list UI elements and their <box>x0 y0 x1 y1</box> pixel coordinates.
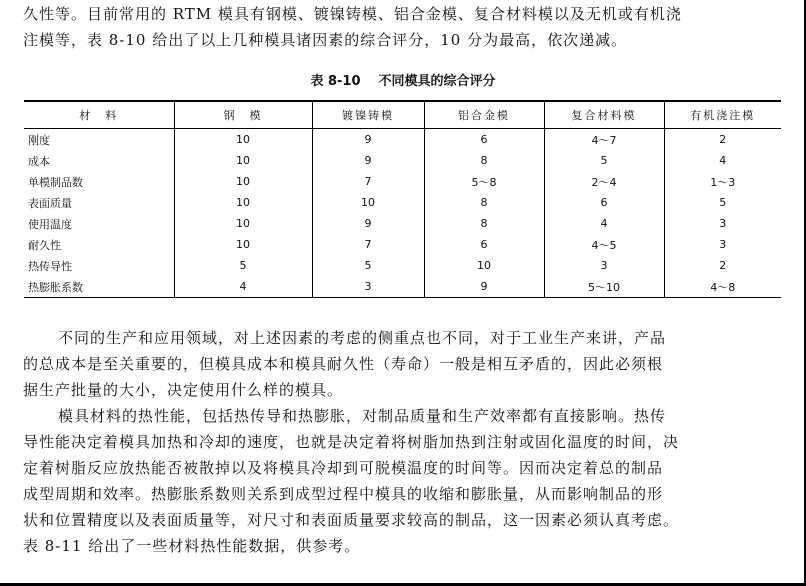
table-cell: 10 <box>424 255 544 276</box>
header-aluminum-mold: 铝合金模 <box>424 101 544 129</box>
row-label: 单模制品数 <box>28 175 83 189</box>
table-cell: 2 <box>664 255 781 276</box>
table-cell: 10 <box>312 192 424 213</box>
header-organic-mold: 有机浇注模 <box>664 101 781 129</box>
text-line: 据生产批量的大小，决定使用什么样的模具。 <box>23 381 344 399</box>
table-cell: 1～3 <box>664 171 781 192</box>
table-cell: 2～4 <box>544 171 664 192</box>
table-cell: 5 <box>664 192 781 213</box>
table-caption-title: 不同模具的综合评分 <box>378 74 496 89</box>
table-row <box>24 192 781 213</box>
table-cell: 7 <box>312 171 424 192</box>
table-row <box>24 129 781 151</box>
table-cell: 6 <box>424 234 544 255</box>
header-nickel-mold: 镀镍铸模 <box>312 101 424 129</box>
table-cell: 3 <box>664 234 781 255</box>
text-line: 模具材料的热性能，包括热传导和热膨胀，对制品质量和生产效率都有直接影响。热传 <box>58 407 667 425</box>
table-cell: 9 <box>312 213 424 234</box>
table-cell: 5～8 <box>424 171 544 192</box>
table-header-row <box>24 101 781 129</box>
table-cell: 10 <box>174 234 312 255</box>
table-cell: 6 <box>544 192 664 213</box>
body-paragraph-2 <box>23 403 783 559</box>
header-material: 材 料 <box>24 101 174 129</box>
text-line: 久性等。目前常用的 RTM 模具有钢模、镀镍铸模、铝合金模、复合材料模以及无机或有机浇 <box>23 5 682 23</box>
table-cell: 3 <box>544 255 664 276</box>
table-cell: 10 <box>174 192 312 213</box>
text-line: 注模等，表 8-10 给出了以上几种模具诸因素的综合评分，10 分为最高，依次递减。 <box>23 31 628 49</box>
table-cell: 4 <box>664 150 781 171</box>
table-cell: 3 <box>664 213 781 234</box>
table-cell: 5 <box>544 150 664 171</box>
text-line: 表 8-11 给出了一些材料热性能数据，供参考。 <box>23 537 361 555</box>
table-cell: 9 <box>424 276 544 298</box>
table-row <box>24 213 781 234</box>
table-cell: 5 <box>174 255 312 276</box>
text-line: 导性能决定着模具加热和冷却的速度，也就是决定着将树脂加热到注射或固化温度的时间，决 <box>23 433 680 451</box>
table-cell: 5 <box>312 255 424 276</box>
table-cell: 3 <box>312 276 424 298</box>
table-cell: 10 <box>174 213 312 234</box>
table-cell: 9 <box>312 129 424 151</box>
text-line: 状和位置精度以及表面质量等，对尺寸和表面质量要求较高的制品，这一因素必须认真考虑。 <box>23 511 680 529</box>
table-caption-number: 表 8-10 <box>310 74 361 89</box>
table-cell: 10 <box>174 150 312 171</box>
table-cell: 10 <box>174 171 312 192</box>
row-label: 热传导性 <box>28 259 72 273</box>
header-composite-mold: 复合材料模 <box>544 101 664 129</box>
row-label: 耐久性 <box>28 238 61 252</box>
table-cell: 6 <box>424 129 544 151</box>
row-label: 热膨胀系数 <box>24 276 174 298</box>
table-cell: 4 <box>174 276 312 298</box>
text-line: 不同的生产和应用领域，对上述因素的考虑的侧重点也不同，对于工业生产来讲，产品 <box>58 329 667 347</box>
table-cell: 5～10 <box>544 276 664 298</box>
table-cell: 8 <box>424 192 544 213</box>
table-row <box>24 276 781 298</box>
table-cell: 9 <box>312 150 424 171</box>
table-row <box>24 234 781 255</box>
row-label: 刚度 <box>28 133 50 147</box>
row-label: 表面质量 <box>28 196 72 210</box>
table-cell: 10 <box>174 129 312 151</box>
body-paragraph-1 <box>23 325 783 403</box>
text-line: 的总成本是至关重要的，但模具成本和模具耐久性（寿命）一般是相互矛盾的，因此必须根 <box>23 355 664 373</box>
table-row <box>24 255 781 276</box>
table-caption <box>0 70 806 89</box>
row-label: 使用温度 <box>28 217 72 231</box>
table-row <box>24 150 781 171</box>
mold-score-table <box>24 100 781 298</box>
table-cell: 8 <box>424 213 544 234</box>
table-cell: 2 <box>664 129 781 151</box>
table-row <box>24 171 781 192</box>
header-steel-mold: 钢 模 <box>174 101 312 129</box>
table-cell: 4～5 <box>544 234 664 255</box>
text-line: 成型周期和效率。热膨胀系数则关系到成型过程中模具的收缩和膨胀量，从而影响制品的形 <box>23 485 664 503</box>
table-cell: 8 <box>424 150 544 171</box>
table-cell: 4～7 <box>544 129 664 151</box>
table-cell: 4 <box>544 213 664 234</box>
table-cell: 4～8 <box>664 276 781 298</box>
row-label: 成本 <box>28 154 50 168</box>
table-cell: 7 <box>312 234 424 255</box>
intro-paragraph <box>23 1 783 53</box>
text-line: 定着树脂反应放热能否被散掉以及将模具冷却到可脱模温度的时间等。因而决定着总的制品 <box>23 459 664 477</box>
